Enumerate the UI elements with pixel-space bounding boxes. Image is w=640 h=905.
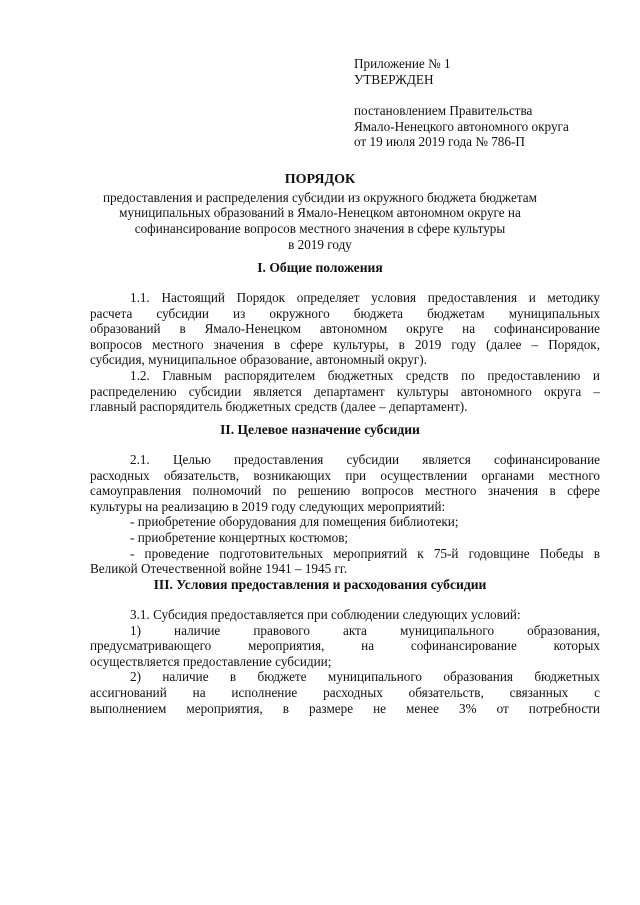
s3-p1: 3.1. Субсидия предоставляется при соблюдении следующих условий: <box>130 607 521 622</box>
s1-p1-line2: расчета субсидии из окружного бюджета бюджетам муниципальных <box>90 305 600 321</box>
appendix-number: Приложение № 1 <box>354 56 451 71</box>
s2-bullet-1: - приобретение оборудования для помещения библиотеки; <box>130 514 459 530</box>
s1-p1-line1: 1.1. Настоящий Порядок определяет условия предоставления и методику <box>130 290 600 305</box>
section-1-heading: I. Общие положения <box>257 260 383 275</box>
s1-p2-line2: распределению субсидии является департамент культуры автономного округа – <box>90 383 600 399</box>
s2-bullet-3-line1: - проведение подготовительных мероприятий к 75-й годовщине Победы в <box>130 545 600 561</box>
title-sub-4: в 2019 году <box>288 236 352 252</box>
title-sub-2: муниципальных образований в Ямало-Ненецком автономном округе на <box>119 205 521 221</box>
s2-p1-line3: самоуправления полномочий по решению вопросов местного значения в сфере <box>90 483 600 499</box>
s2-bullet-2: - приобретение концертных костюмов; <box>130 529 349 545</box>
approval-date: от 19 июля 2019 года № 786-П <box>354 134 525 150</box>
title-sub-1: предоставления и распределения субсидии из окружного бюджета бюджетам <box>103 189 537 205</box>
s2-bullet-3-line2: Великой Отечественной войне 1941 – 1945 гг. <box>90 561 348 577</box>
s2-p1-line1: 2.1. Целью предоставления субсидии является софинансирование <box>130 452 600 467</box>
approval-decree: постановлением Правительства <box>354 103 533 119</box>
approval-region: Ямало-Ненецкого автономного округа <box>354 118 569 134</box>
s2-p1-line4: культуры на реализацию в 2019 году следующих мероприятий: <box>90 498 446 514</box>
approved-stamp: УТВЕРЖДЕН <box>354 71 434 87</box>
section-3-heading: III. Условия предоставления и расходования субсидии <box>153 577 487 592</box>
section-1-body <box>90 290 600 415</box>
s1-p2-line3: главный распорядитель бюджетных средств (далее – департамент). <box>90 399 468 415</box>
section-2-body <box>90 452 600 577</box>
s3-c2-line1: 2) наличие в бюджете муниципального образования бюджетных <box>130 669 600 685</box>
section-2-heading: II. Целевое назначение субсидии <box>220 422 420 437</box>
s1-p1-line5: субсидия, муниципальное образование, автономный округ). <box>90 352 427 368</box>
title-sub-3: софинансирование вопросов местного значения в сфере культуры <box>134 221 506 237</box>
s1-p1-line4: вопросов местного значения в сфере культуры, в 2019 году (далее – Порядок, <box>90 336 600 352</box>
document-title <box>80 172 560 253</box>
s3-c2-line2: ассигнований на исполнение расходных обязательств, связанных с <box>90 684 600 700</box>
s3-c1-line3: осуществляется предоставление субсидии; <box>90 653 332 669</box>
s1-p1-line3: образований в Ямало-Ненецком автономном округе на софинансирование <box>90 321 600 337</box>
approval-gap <box>354 87 624 103</box>
s3-c2-line3: выполнением мероприятия, в размере не менее 3% от потребности <box>90 700 600 716</box>
title-main: ПОРЯДОК <box>284 172 356 187</box>
section-3-body <box>90 607 600 716</box>
s3-c1-line2: предусматривающего мероприятия, на софинансирование которых <box>90 638 600 654</box>
s3-c1-line1: 1) наличие правового акта муниципального образования, <box>130 622 600 638</box>
s1-p2-line1: 1.2. Главным распорядителем бюджетных средств по предоставлению и <box>130 367 600 383</box>
approval-block <box>354 56 624 150</box>
s2-p1-line2: расходных обязательств, возникающих при осуществлении органами местного <box>90 467 600 483</box>
